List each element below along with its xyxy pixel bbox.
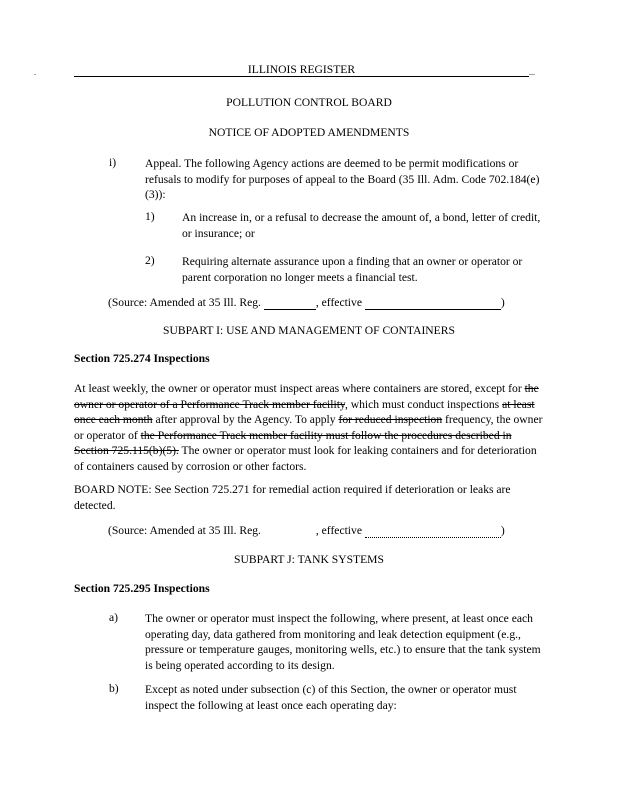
source-1-suffix: ) xyxy=(500,296,505,309)
source-1-prefix: (Source: Amended at 35 Ill. Reg. xyxy=(108,296,264,309)
body-segment-1: At least weekly, the owner or operator must inspect areas where containers are stored, except for xyxy=(74,382,525,395)
subpart-i-heading: SUBPART I: USE AND MANAGEMENT OF CONTAINERS xyxy=(163,324,455,337)
effective-blank-2 xyxy=(365,524,501,538)
source-2-suffix: ) xyxy=(500,524,505,537)
reg-blank-1 xyxy=(264,296,316,310)
subpart-j-heading: SUBPART J: TANK SYSTEMS xyxy=(234,553,384,566)
board-note: BOARD NOTE: See Section 725.271 for remedial action required if deterioration or leaks are detected. xyxy=(74,483,511,512)
item-i-label: i) xyxy=(109,156,117,169)
struck-text-monthly: at least once each month xyxy=(74,397,535,426)
sub-item-1-text: An increase in, or a refusal to decrease the amount of, a bond, letter of credit, or insurance; or xyxy=(182,211,541,240)
section-295-title: Section 725.295 Inspections xyxy=(74,582,210,595)
notice-title: NOTICE OF ADOPTED AMENDMENTS xyxy=(208,126,410,139)
item-b-text: Except as noted under subsection (c) of this Section, the owner or operator must inspect the following at least once each operating day: xyxy=(145,683,517,712)
item-a-label: a) xyxy=(109,611,119,624)
source-line-2 xyxy=(108,524,505,538)
body-segment-3: after approval by the Agency. To apply xyxy=(152,413,339,426)
body-segment-4: frequency, the owner or operator of xyxy=(74,413,543,442)
header-rule xyxy=(74,76,529,77)
body-segment-5: The owner or operator must look for leaking containers and for deterioration of containers caused by corrosion or other factors. xyxy=(74,444,537,473)
register-title: ILLINOIS REGISTER xyxy=(247,63,356,76)
section-274-title: Section 725.274 Inspections xyxy=(74,352,210,365)
source-2-prefix: (Source: Amended at 35 Ill. Reg. xyxy=(108,524,264,537)
struck-text-performance-track: the owner or operator of a Performance Track member facility xyxy=(74,382,539,411)
source-2-mid: , effective xyxy=(315,524,365,537)
source-1-mid: , effective xyxy=(315,296,365,309)
sub-item-1-label: 1) xyxy=(145,210,155,223)
body-segment-2: , which must conduct inspections xyxy=(344,397,503,411)
sub-item-2-label: 2) xyxy=(145,254,155,267)
section-274-body xyxy=(74,381,549,474)
struck-text-procedures: the Performance Track member facility must follow the procedures described in Section 725.115(b)(5). xyxy=(74,428,512,457)
struck-text-reduced-inspection: for reduced inspection xyxy=(338,413,443,426)
item-a-text: The owner or operator must inspect the following, where present, at least once each operating day, data gathered from monitoring and leak detection equipment (e.g., pressure or temperature gauges, monitoring wells, etc.) to ensure that the tank system is being operated according to its design. xyxy=(145,612,541,672)
sub-item-2-text: Requiring alternate assurance upon a finding that an owner or operator or parent corporation no longer meets a financial test. xyxy=(182,255,523,284)
reg-blank-2 xyxy=(264,524,316,537)
item-i-text: Appeal. The following Agency actions are deemed to be permit modifications or refusals to modify for purposes of appeal to the Board (35 Ill. Adm. Code 702.184(e)(3)): xyxy=(145,157,540,201)
item-b-label: b) xyxy=(109,682,119,695)
scan-artifact-dot: . xyxy=(34,68,36,77)
scan-artifact-dot-right: ... xyxy=(529,68,535,77)
source-line-1 xyxy=(108,296,505,310)
effective-blank-1 xyxy=(365,296,501,310)
board-name: POLLUTION CONTROL BOARD xyxy=(226,96,392,109)
